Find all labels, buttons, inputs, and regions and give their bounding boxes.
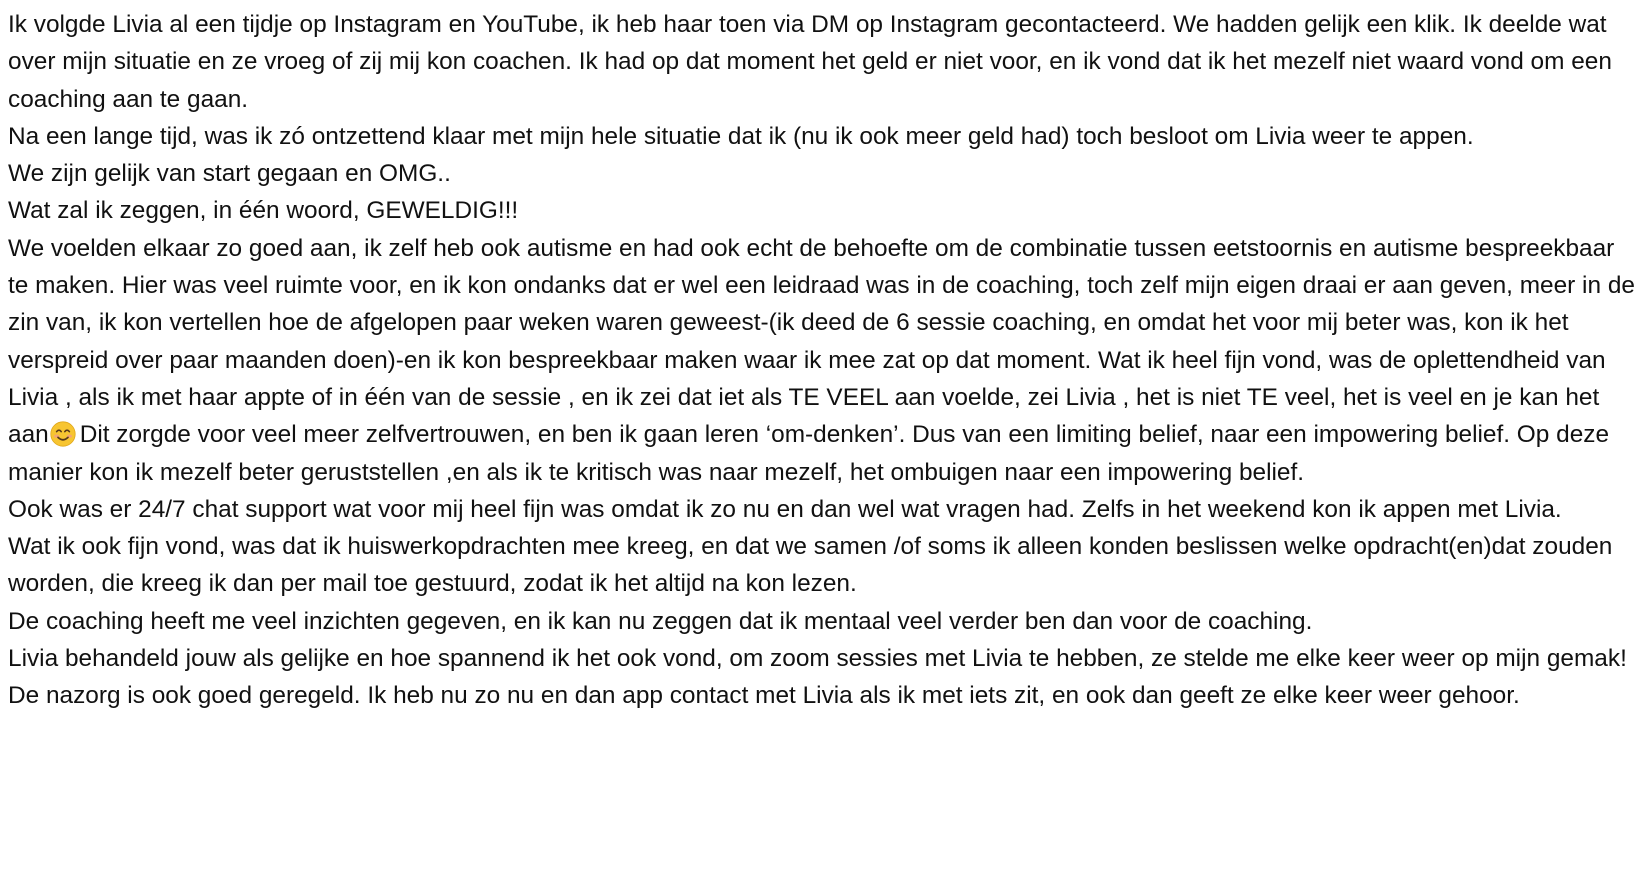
paragraph-equality: Livia behandeld jouw als gelijke en hoe spannend ik het ook vond, om zoom sessies met Livia te hebben, ze stelde me elke keer weer op mijn gemak! xyxy=(8,645,1627,673)
paragraph-first-contact: Ik volgde Livia al een tijdje op Instagram en YouTube, ik heb haar toen via DM op Instagram gecontacteerd. We hadden gelijk een klik. Ik deelde wat over mijn situatie en ze vroeg of zij mij kon coachen. Ik had op dat moment het geld er niet voor, en ik vond dat ik het mezelf niet waard vond om een coaching aan te gaan. xyxy=(8,11,1612,113)
experience-text-before-emoji: We voelden elkaar zo goed aan, ik zelf heb ook autisme en had ook echt de behoefte om de combinatie tussen eetstoornis en autisme bespreekbaar te maken. Hier was veel ruimte voor, en ik kon ondanks dat er wel een leidraad was in de coaching, toch zelf mijn eigen draai er aan geven, meer in de zin van, ik kon vertellen hoe de afgelopen paar weken waren geweest-(ik deed de 6 sessie coaching, en omdat het voor mij beter was, kon ik het verspreid over paar maanden doen)-en ik kon bespreekbaar maken waar ik mee zat op dat moment. Wat ik heel fijn vond, was de oplettendheid van Livia , als ik met haar appte of in één van de sessie , en ik zei dat iet als TE VEEL aan voelde, zei Livia , het is niet TE veel, het is veel en je kan het aan xyxy=(8,234,1635,449)
paragraph-insights: De coaching heeft me veel inzichten gegeven, en ik kan nu zeggen dat ik mentaal veel verder ben dan voor de coaching. xyxy=(8,607,1313,635)
paragraph-experience xyxy=(8,230,1638,491)
paragraph-chat-support: Ook was er 24/7 chat support wat voor mij heel fijn was omdat ik zo nu en dan wel wat vragen had. Zelfs in het weekend kon ik appen met Livia. xyxy=(8,495,1562,523)
paragraph-aftercare: De nazorg is ook goed geregeld. Ik heb nu zo nu en dan app contact met Livia als ik met iets zit, en ook dan geeft ze elke keer weer gehoor. xyxy=(8,682,1520,710)
smiling-face-icon xyxy=(50,421,76,447)
paragraph-homework: Wat ik ook fijn vond, was dat ik huiswerkopdrachten mee kreeg, en dat we samen /of soms ik alleen konden beslissen welke opdracht(en)dat zouden worden, die kreeg ik dan per mail toe gestuurd, zodat ik het altijd na kon lezen. xyxy=(8,533,1613,598)
review-text xyxy=(8,6,1638,715)
paragraph-start: We zijn gelijk van start gegaan en OMG.. xyxy=(8,160,451,188)
paragraph-decision: Na een lange tijd, was ik zó ontzettend klaar met mijn hele situatie dat ik (nu ik ook meer geld had) toch besloot om Livia weer te appen. xyxy=(8,122,1474,150)
experience-text-after-emoji: Dit zorgde voor veel meer zelfvertrouwen, en ben ik gaan leren ‘om-denken’. Dus van een limiting belief, naar een impowering belief. Op deze manier kon ik mezelf beter geruststellen ,en als ik te kritisch was naar mezelf, het ombuigen naar een impowering belief. xyxy=(8,421,1610,486)
paragraph-verdict: Wat zal ik zeggen, in één woord, GEWELDIG!!! xyxy=(8,197,519,225)
